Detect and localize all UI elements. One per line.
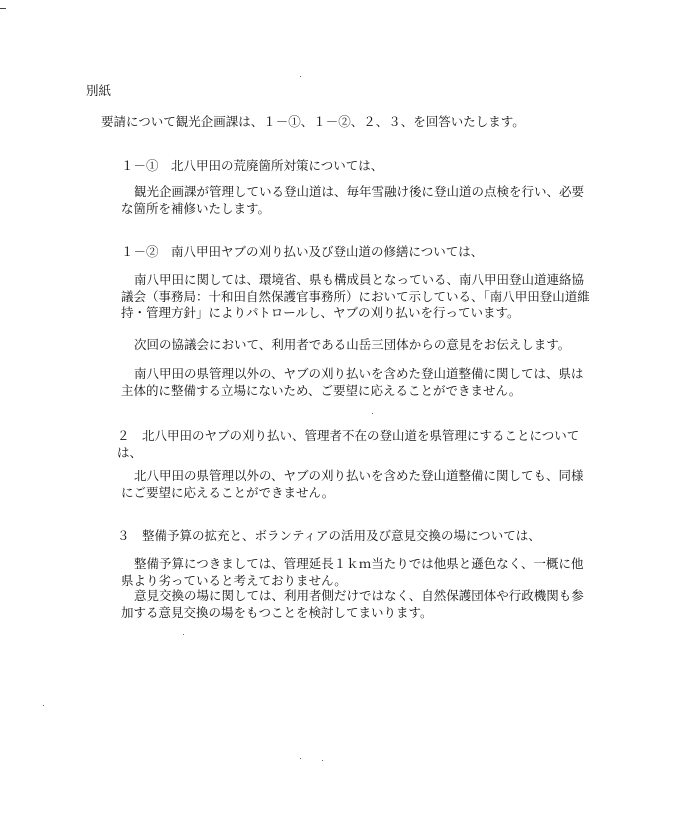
scan-speck <box>372 413 373 414</box>
section-heading-1-2: １－② 南八甲田ヤブの刈り払い及び登山道の修繕については、 <box>121 244 484 259</box>
section-3-paragraph-2: 意見交換の場に関しては、利用者側だけではなく、自然保護団体や行政機関も参加する意見交換の場をもつことを検討してまいります。 <box>121 588 584 620</box>
scan-speck <box>0 8 6 9</box>
scan-speck <box>322 760 323 761</box>
section-heading-3: ３ 整備予算の拡充と、ボランティアの活用及び意見交換の場については、 <box>117 528 541 543</box>
section-1-1-paragraph-1: 観光企画課が管理している登山道は、毎年雪融け後に登山道の点検を行い、必要な箇所を補修いたします。 <box>121 184 585 216</box>
intro-text: 要請について観光企画課は、１－①、１－②、２、３、を回答いたします。 <box>101 114 525 129</box>
section-1-2-paragraph-3: 南八甲田の県管理以外の、ヤブの刈り払いを含めた登山道整備に関しては、県は主体的に整備する立場にないため、ご要望に応えることができません。 <box>121 366 584 398</box>
section-heading-1-1: １－① 北八甲田の荒廃箇所対策については、 <box>121 158 384 173</box>
scan-speck <box>183 634 184 635</box>
scan-speck <box>43 705 44 706</box>
scan-speck <box>300 76 301 77</box>
section-1-2-paragraph-1: 南八甲田に関しては、環境省、県も構成員となっている、南八甲田登山道連絡協議会（事務局：十和田自然保護官事務所）において示している、「南八甲田登山道維持・管理方針」によりパトロールし、ヤブの刈り払いを行っています。 <box>121 272 590 320</box>
scan-speck <box>300 758 301 759</box>
section-heading-2: ２ 北八甲田のヤブの刈り払い、管理者不在の登山道を県管理にすることについては、 <box>117 428 580 460</box>
section-2-paragraph-1: 北八甲田の県管理以外の、ヤブの刈り払いを含めた登山道整備に関しても、同様にご要望に応えることができません。 <box>121 468 584 500</box>
section-3-paragraph-1: 整備予算につきましては、管理延長１ｋｍ当たりでは他県と遜色なく、一概に他県より劣っていると考えておりません。 <box>121 556 584 588</box>
attachment-label: 別紙 <box>86 83 112 98</box>
section-1-2-paragraph-2: 次回の協議会において、利用者である山岳三団体からの意見をお伝えします。 <box>134 337 571 352</box>
